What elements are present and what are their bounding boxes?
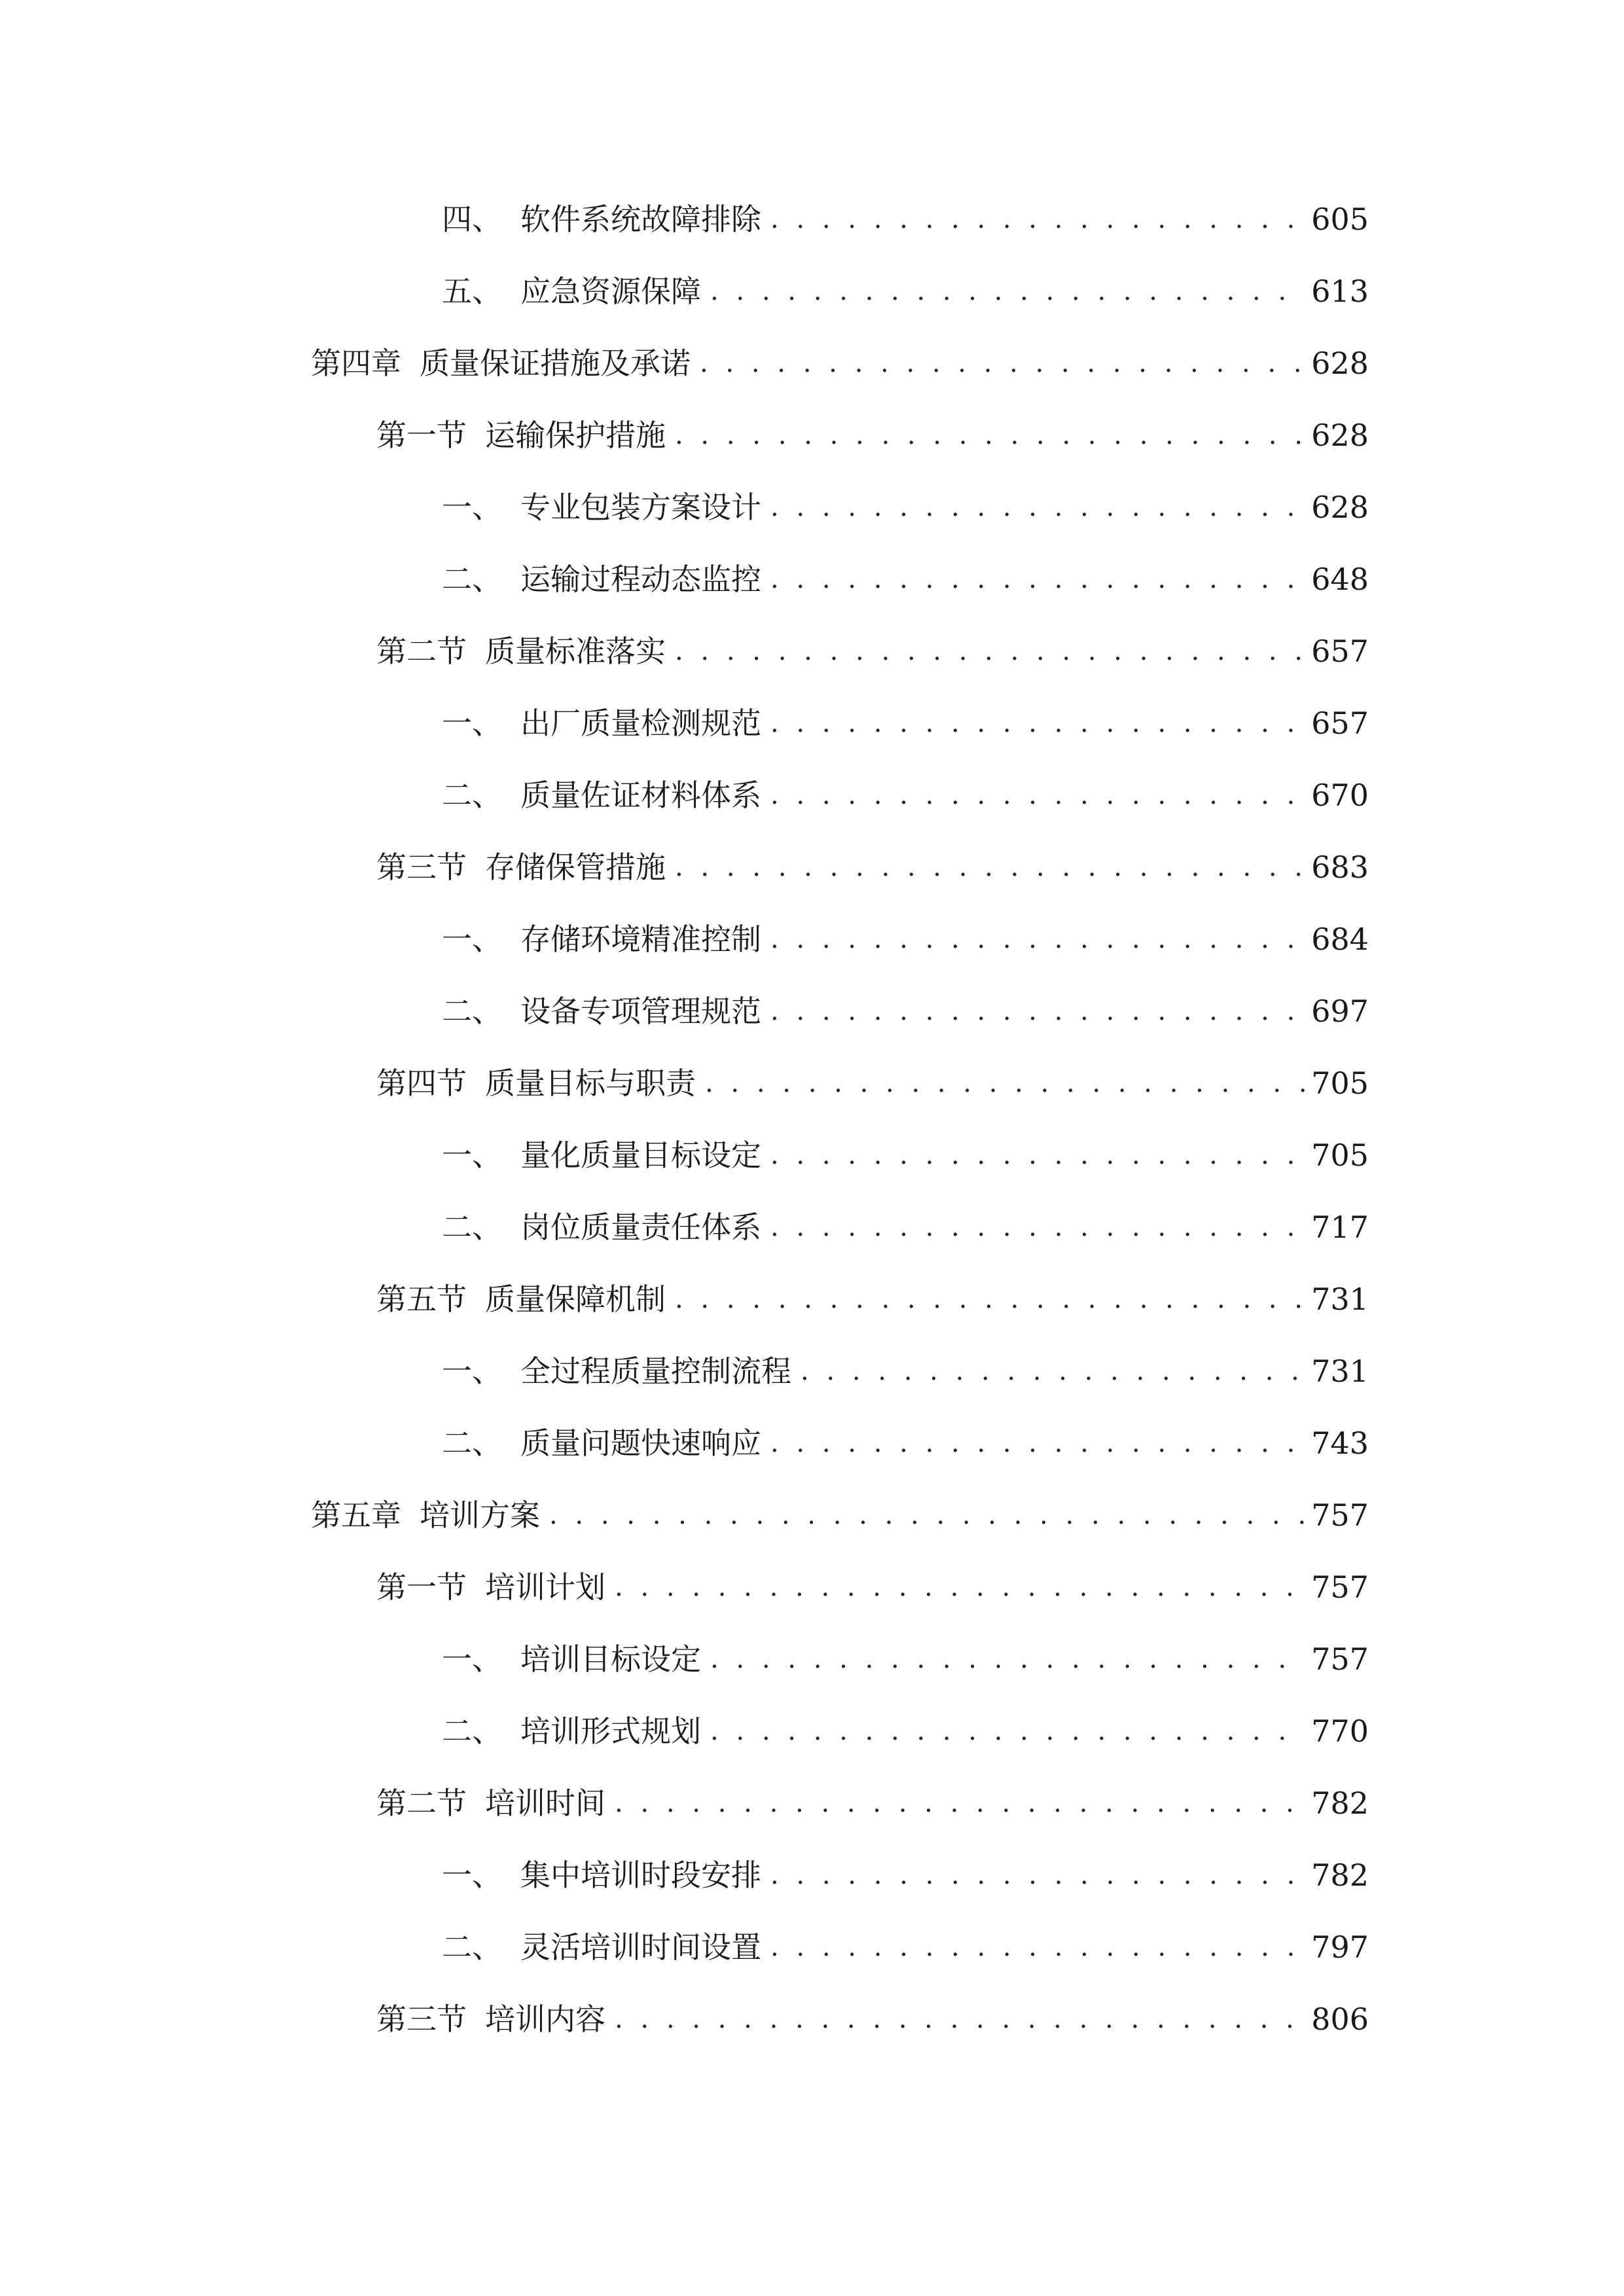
- toc-entry-section[interactable]: [376, 1777, 1369, 1829]
- entry-title: 出厂质量检测规范: [520, 706, 761, 741]
- entry-page-number: 782: [1311, 1857, 1369, 1893]
- entry-page-number: 770: [1311, 1713, 1369, 1749]
- toc-entry-section[interactable]: [376, 625, 1369, 677]
- entry-number: 第三节: [376, 850, 467, 885]
- entry-title: 运输过程动态监控: [520, 562, 761, 597]
- toc-entry[interactable]: [442, 265, 1369, 317]
- dot-leader: [770, 1417, 1305, 1469]
- entry-page-number: 705: [1311, 1138, 1369, 1173]
- toc-entry-section[interactable]: [376, 841, 1369, 893]
- toc-entry-chapter[interactable]: [311, 1489, 1369, 1541]
- dot-leader: [770, 913, 1305, 965]
- entry-title: 运输保护措施: [485, 418, 666, 453]
- entry-number: 一、: [442, 1857, 502, 1893]
- dot-leader: [770, 1201, 1305, 1253]
- entry-number: 二、: [442, 562, 502, 597]
- entry-page-number: 697: [1311, 994, 1369, 1029]
- dot-leader: [770, 193, 1305, 245]
- toc-entry[interactable]: [442, 1849, 1369, 1901]
- dot-leader: [770, 769, 1305, 821]
- entry-number: 一、: [442, 922, 502, 957]
- dot-leader: [675, 1273, 1305, 1325]
- dot-leader: [770, 1129, 1305, 1181]
- entry-title: 质量保障机制: [485, 1282, 666, 1317]
- dot-leader: [770, 1921, 1305, 1973]
- entry-page-number: 731: [1311, 1354, 1369, 1389]
- entry-title: 灵活培训时间设置: [520, 1929, 761, 1965]
- toc-entry[interactable]: [442, 1201, 1369, 1253]
- toc-entry-section[interactable]: [376, 409, 1369, 461]
- entry-title: 培训目标设定: [520, 1641, 701, 1677]
- entry-page-number: 731: [1311, 1282, 1369, 1317]
- entry-number: 一、: [442, 490, 502, 525]
- dot-leader: [700, 337, 1305, 389]
- entry-title: 质量佐证材料体系: [520, 778, 761, 813]
- entry-page-number: 705: [1311, 1066, 1369, 1101]
- entry-number: 二、: [442, 1426, 502, 1461]
- entry-number: 二、: [442, 1929, 502, 1965]
- entry-number: 二、: [442, 1210, 502, 1245]
- toc-entry[interactable]: [442, 1633, 1369, 1685]
- toc-entry-section[interactable]: [376, 1057, 1369, 1109]
- entry-page-number: 648: [1311, 562, 1369, 597]
- dot-leader: [675, 625, 1305, 677]
- entry-page-number: 782: [1311, 1785, 1369, 1821]
- entry-page-number: 684: [1311, 922, 1369, 957]
- dot-leader: [770, 1849, 1305, 1901]
- entry-title: 培训方案: [420, 1498, 540, 1533]
- entry-number: 第四节: [376, 1066, 467, 1101]
- entry-number: 一、: [442, 706, 502, 741]
- toc-entry[interactable]: [442, 193, 1369, 245]
- entry-page-number: 628: [1311, 490, 1369, 525]
- dot-leader: [675, 409, 1305, 461]
- entry-title: 培训内容: [485, 2001, 605, 2037]
- entry-number: 第三节: [376, 2001, 467, 2037]
- entry-number: 第二节: [376, 634, 467, 669]
- entry-page-number: 628: [1311, 346, 1369, 381]
- entry-title: 专业包装方案设计: [520, 490, 761, 525]
- toc-entry-chapter[interactable]: [311, 337, 1369, 389]
- entry-number: 第四章: [311, 346, 401, 381]
- entry-page-number: 628: [1311, 418, 1369, 453]
- dot-leader: [770, 985, 1305, 1037]
- entry-title: 存储环境精准控制: [520, 922, 761, 957]
- entry-number: 第五节: [376, 1282, 467, 1317]
- entry-page-number: 757: [1311, 1570, 1369, 1605]
- dot-leader: [710, 265, 1305, 317]
- toc-entry[interactable]: [442, 769, 1369, 821]
- entry-title: 岗位质量责任体系: [520, 1210, 761, 1245]
- entry-number: 第一节: [376, 1570, 467, 1605]
- dot-leader: [801, 1345, 1305, 1397]
- entry-title: 培训计划: [485, 1570, 605, 1605]
- entry-title: 设备专项管理规范: [520, 994, 761, 1029]
- toc-entry[interactable]: [442, 985, 1369, 1037]
- dot-leader: [770, 553, 1305, 605]
- entry-number: 二、: [442, 994, 502, 1029]
- dot-leader: [770, 481, 1305, 533]
- entry-title: 量化质量目标设定: [520, 1138, 761, 1173]
- entry-title: 存储保管措施: [485, 850, 666, 885]
- entry-page-number: 743: [1311, 1426, 1369, 1461]
- entry-title: 应急资源保障: [520, 274, 701, 309]
- toc-entry[interactable]: [442, 481, 1369, 533]
- toc-entry[interactable]: [442, 1345, 1369, 1397]
- toc-entry[interactable]: [442, 697, 1369, 749]
- toc-entry[interactable]: [442, 1705, 1369, 1757]
- entry-title: 集中培训时段安排: [520, 1857, 761, 1893]
- entry-page-number: 757: [1311, 1641, 1369, 1677]
- entry-number: 一、: [442, 1138, 502, 1173]
- entry-page-number: 657: [1311, 706, 1369, 741]
- toc-entry[interactable]: [442, 1921, 1369, 1973]
- entry-page-number: 757: [1311, 1498, 1369, 1533]
- entry-title: 培训形式规划: [520, 1713, 701, 1749]
- entry-number: 第二节: [376, 1785, 467, 1821]
- entry-number: 第五章: [311, 1498, 401, 1533]
- entry-page-number: 657: [1311, 634, 1369, 669]
- entry-title: 培训时间: [485, 1785, 605, 1821]
- dot-leader: [615, 1561, 1305, 1613]
- entry-title: 软件系统故障排除: [520, 202, 761, 237]
- entry-number: 一、: [442, 1641, 502, 1677]
- entry-title: 全过程质量控制流程: [520, 1354, 791, 1389]
- dot-leader: [710, 1705, 1305, 1757]
- dot-leader: [675, 841, 1305, 893]
- entry-page-number: 797: [1311, 1929, 1369, 1965]
- entry-page-number: 717: [1311, 1210, 1369, 1245]
- dot-leader: [710, 1633, 1305, 1685]
- entry-number: 二、: [442, 778, 502, 813]
- entry-number: 第一节: [376, 418, 467, 453]
- entry-page-number: 605: [1311, 202, 1369, 237]
- dot-leader: [770, 697, 1305, 749]
- entry-number: 一、: [442, 1354, 502, 1389]
- dot-leader: [549, 1489, 1305, 1541]
- entry-number: 五、: [442, 274, 502, 309]
- entry-title: 质量保证措施及承诺: [420, 346, 691, 381]
- toc-entry[interactable]: [442, 1129, 1369, 1181]
- entry-title: 质量标准落实: [485, 634, 666, 669]
- toc-entry[interactable]: [442, 553, 1369, 605]
- entry-title: 质量目标与职责: [485, 1066, 696, 1101]
- toc-entry-section[interactable]: [376, 1993, 1369, 2045]
- entry-page-number: 670: [1311, 778, 1369, 813]
- dot-leader: [615, 1993, 1305, 2045]
- entry-page-number: 806: [1311, 2001, 1369, 2037]
- toc-entry-section[interactable]: [376, 1561, 1369, 1613]
- entry-number: 四、: [442, 202, 502, 237]
- toc-entry[interactable]: [442, 1417, 1369, 1469]
- entry-page-number: 613: [1311, 274, 1369, 309]
- toc-entry[interactable]: [442, 913, 1369, 965]
- entry-number: 二、: [442, 1713, 502, 1749]
- dot-leader: [705, 1057, 1305, 1109]
- entry-page-number: 683: [1311, 850, 1369, 885]
- toc-entry-section[interactable]: [376, 1273, 1369, 1325]
- dot-leader: [615, 1777, 1305, 1829]
- entry-title: 质量问题快速响应: [520, 1426, 761, 1461]
